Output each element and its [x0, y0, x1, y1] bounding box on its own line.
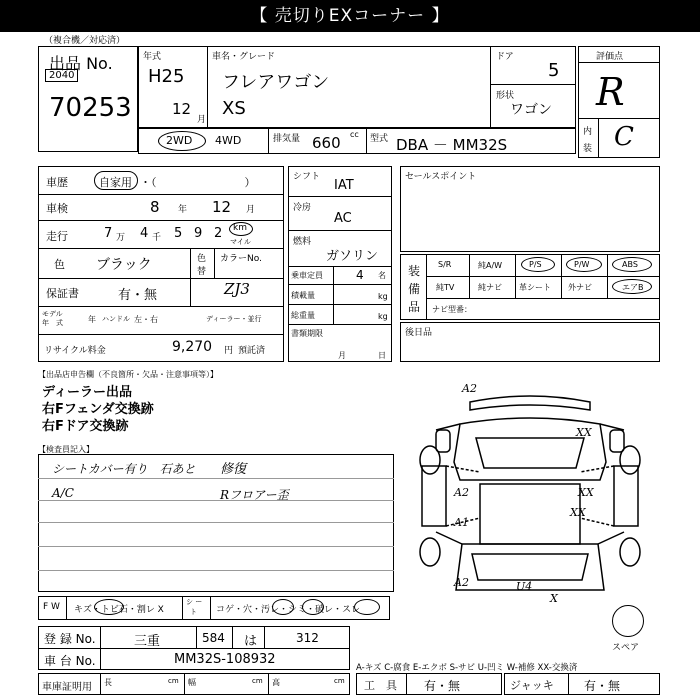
score-label: 評価点: [596, 52, 624, 62]
cap-unit: 名: [378, 271, 386, 280]
mileage-d3: 5: [174, 226, 183, 241]
mark-a2-top: A2: [462, 382, 477, 395]
equip-airbag: エアB: [622, 283, 644, 292]
mark-a2-left: A2: [454, 486, 469, 499]
chassis-label: 車 台 No.: [44, 654, 96, 668]
mark-xx-right-2: XX: [570, 506, 586, 519]
mileage-u2: 千: [152, 233, 162, 243]
shaken-year-unit: 年: [178, 205, 188, 215]
dealer-notes-header: 【出品店申告欄（不良箇所・欠品・注意事項等）】: [38, 370, 218, 379]
lot-box: [38, 46, 138, 152]
year-month: 12: [172, 100, 192, 118]
model-year-label-2: 年 式: [42, 319, 63, 327]
doc-label: 書類期限: [291, 329, 323, 338]
color-change-2: 替: [197, 267, 207, 277]
cert-label: 車庫証明用: [42, 682, 92, 693]
interior-label-1: 内: [583, 127, 593, 137]
inspection-left-2: A/C: [52, 486, 74, 500]
shaken-month: 12: [212, 198, 232, 216]
model-year-label-1: モデル: [42, 310, 63, 318]
mark-a1-left: A1: [454, 516, 469, 529]
equip-sr: S/R: [438, 260, 452, 269]
cert-length: 長: [104, 678, 112, 687]
top-note: （複合機／対応済）: [44, 36, 126, 46]
type-value: DBA － MM32S: [396, 136, 508, 154]
mark-a2-rear: A2: [454, 576, 469, 589]
shape-value: ワゴン: [510, 102, 552, 118]
cert-cm-3: cm: [334, 677, 345, 685]
cert-cm-1: cm: [168, 677, 179, 685]
color-no: ZJ3: [224, 280, 250, 298]
year-label: 年式: [143, 52, 162, 62]
reki-label: 車歴: [46, 176, 68, 189]
drive-2wd: 2WD: [166, 134, 193, 147]
fuel-label: 燃料: [293, 237, 312, 247]
equip-pw: P/W: [574, 260, 590, 269]
rear-items-label: 後日品: [405, 328, 433, 338]
mileage-u1: 万: [116, 233, 126, 243]
recycle-label: リサイクル料金: [44, 346, 106, 356]
spare-circle: [612, 605, 644, 637]
tools-value: 有・無: [424, 679, 461, 693]
history-box: [38, 166, 284, 362]
fuel-value: ガソリン: [326, 249, 379, 264]
tools-label: 工 具: [364, 679, 397, 692]
model-grade: XS: [222, 98, 246, 119]
car-damage-diagram: [400, 372, 660, 602]
recycle-unit: 円: [224, 346, 234, 356]
shaken-year: 8: [150, 198, 160, 216]
warranty-value: 有・無: [118, 288, 158, 303]
displacement-unit: cc: [350, 130, 359, 139]
reg-no: 312: [296, 631, 319, 645]
handle-label: ハンドル: [102, 315, 130, 323]
inspection-right-1: 修復: [220, 462, 247, 477]
fw-items: キズ・トビ石・割レ X: [74, 605, 164, 615]
seat-items: コゲ・穴・汚レ・シミ・破レ・スレ: [216, 605, 361, 615]
ac-value: AC: [334, 211, 352, 226]
type-label: 型式: [370, 134, 389, 144]
model-year-unit: 年: [88, 315, 96, 324]
equip-abs: ABS: [622, 260, 638, 269]
dealer-label: ディーラー・並行: [206, 315, 262, 323]
shift-value: IAT: [334, 178, 354, 193]
dealer-note-3: 右Fドア交換跡: [42, 419, 129, 434]
weight-label: 総重量: [291, 311, 315, 320]
cap-label: 乗車定員: [291, 271, 323, 280]
reki-value: 自家用: [99, 176, 132, 189]
sales-point-label: セールスポイント: [405, 172, 477, 182]
mileage-km: km: [233, 223, 247, 233]
mark-xx-right-1: XX: [578, 486, 594, 499]
mark-u4-rear: U4: [516, 580, 533, 593]
chassis-value: MM32S-108932: [174, 652, 276, 667]
equip-ext-navi: 外ナビ: [568, 283, 592, 292]
lot-number: 70253: [49, 93, 132, 123]
mark-xx-right-front: XX: [576, 426, 592, 439]
reg-label: 登 録 No.: [44, 632, 96, 646]
equip-label-3: 品: [408, 300, 421, 314]
cert-height: 高: [272, 678, 280, 687]
mileage-d2: 4: [140, 226, 149, 241]
year-month-unit: 月: [197, 115, 207, 125]
mileage-d4: 9: [194, 226, 203, 241]
equip-label-2: 備: [408, 282, 421, 296]
shaken-label: 車検: [46, 202, 68, 215]
interior-label-2: 装: [583, 144, 593, 154]
ac-label: 冷房: [293, 203, 312, 213]
navi-label: ナビ型番：: [432, 305, 472, 314]
dealer-note-2: 右Fフェンダ交換跡: [42, 402, 154, 417]
color-value: ブラック: [96, 257, 152, 273]
seat-label-2: ト: [190, 608, 197, 616]
fw-label: F W: [43, 602, 60, 612]
spare-label: スペア: [612, 643, 640, 653]
inspection-header: 【検査員記入】: [38, 445, 94, 454]
interior-value: C: [614, 122, 634, 152]
reg-class: 584: [202, 631, 225, 645]
rear-items-box: [400, 322, 660, 362]
handle-value: 左・右: [134, 315, 158, 324]
color-change-1: 色: [197, 254, 207, 264]
mileage-d5: 2: [214, 226, 223, 241]
dealer-note-1: ディーラー出品: [42, 385, 132, 400]
page-title: 【 売切りEXコーナー 】: [250, 6, 450, 26]
reki-rest: ・（ ）: [140, 176, 256, 189]
warranty-label: 保証書: [46, 287, 79, 300]
score-value: R: [596, 70, 625, 114]
mark-x-rear: X: [550, 592, 558, 602]
load-label: 積載量: [291, 291, 315, 300]
equip-label-1: 装: [408, 264, 421, 278]
reg-area: 三重: [134, 634, 161, 649]
jack-label: ジャッキ: [510, 679, 554, 692]
doc-month: 月: [338, 351, 346, 360]
equip-tv: 純TV: [436, 283, 455, 292]
equip-leather: 革シート: [519, 283, 551, 292]
mileage-d1: 7: [104, 226, 113, 241]
displacement-label: 排気量: [273, 134, 301, 144]
lot-sub: 2040: [45, 69, 78, 82]
doors-value: 5: [548, 60, 560, 81]
color-no-label: カラーNo.: [220, 254, 262, 264]
reg-kana: は: [244, 634, 258, 649]
lot-label: 出品 No.: [49, 54, 113, 73]
inspection-right-2: Rフロアー歪: [220, 488, 289, 502]
equip-navi: 純ナビ: [478, 283, 502, 292]
shape-label: 形状: [496, 91, 515, 101]
mileage-label: 走行: [46, 230, 68, 243]
drive-4wd: 4WD: [215, 134, 242, 147]
shaken-month-unit: 月: [246, 205, 256, 215]
equip-aw: 純A/W: [478, 261, 503, 270]
cert-width: 幅: [188, 678, 196, 687]
page-title-bar: [0, 0, 700, 32]
year-era: H25: [148, 66, 185, 87]
model-label: 車名・グレード: [212, 52, 276, 62]
load-unit: kg: [378, 292, 388, 301]
cap-value: 4: [356, 268, 364, 282]
damage-legend: A-キズ C-腐食 E-エクボ S-サビ U-凹ミ W-補修 XX-交換済: [356, 663, 578, 673]
cert-cm-2: cm: [252, 677, 263, 685]
weight-unit: kg: [378, 312, 388, 321]
jack-value: 有・無: [584, 679, 621, 693]
recycle-value: 9,270: [172, 339, 213, 355]
inspection-left-1: シートカバー有り 石あと: [52, 462, 196, 476]
doc-day: 日: [378, 351, 386, 360]
equip-ps: P/S: [529, 260, 542, 269]
shift-label: シフト: [293, 172, 321, 182]
displacement-value: 660: [312, 134, 341, 152]
seat-label-1: シ ー: [186, 598, 203, 606]
model-name: フレアワゴン: [222, 72, 330, 93]
mileage-mile: マイル: [230, 238, 251, 246]
doors-label: ドア: [496, 52, 514, 62]
color-label: 色: [54, 258, 65, 271]
recycle-note: 預託済: [238, 346, 266, 356]
